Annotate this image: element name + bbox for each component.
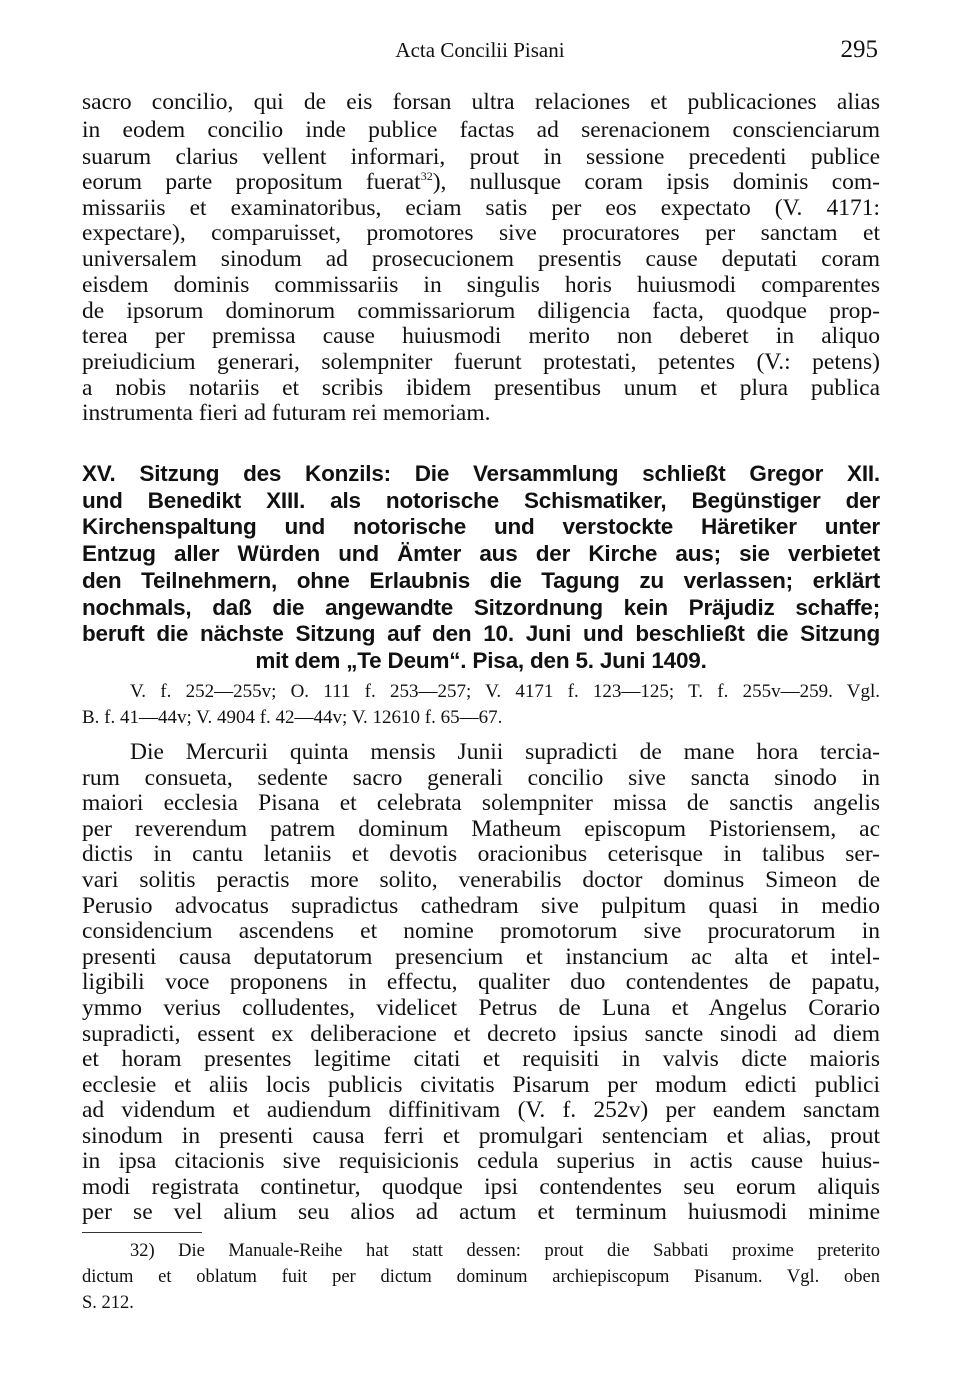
running-head (82, 38, 878, 68)
text-line: missariis et examinatoribus, eciam satis per eos expectato (V. 4171: (82, 195, 880, 221)
text-line: terea per premissa cause huiusmodi merito non deberet in aliquo (82, 323, 880, 349)
text-line-with-footnote-ref (82, 168, 880, 196)
text-line: ligibili voce proponens in effectu, qualiter duo contendentes de papatu, (82, 969, 880, 995)
text-line: sacro concilio, qui de eis forsan ultra relaciones et publicaciones alias (82, 89, 880, 115)
section-heading-line: den Teilnehmern, ohne Erlaubnis die Tagung zu verlassen; erklärt (82, 568, 880, 593)
section-heading-line: und Benedikt XIII. als notorische Schismatiker, Begünstiger der (82, 488, 880, 513)
section-heading-line: Kirchenspaltung und notorische und verstockte Häretiker unter (82, 514, 880, 539)
text-line: supradicti, essent ex deliberacione et decreto ipsius sancte sinodi ad diem (82, 1021, 880, 1047)
text-segment: ), nullusque coram ipsis dominis com- (432, 169, 880, 195)
text-line: per reverendum patrem dominum Matheum episcopum Pistoriensem, ac (82, 816, 880, 842)
text-line: per se vel alium seu alios ad actum et terminum huiusmodi minime (82, 1199, 880, 1225)
section-heading-line: beruft die nächste Sitzung auf den 10. Juni und beschließt die Sitzung (82, 621, 880, 646)
section-heading-line: mit dem „Te Deum“. Pisa, den 5. Juni 1409. (255, 648, 707, 673)
text-line: dictis in cantu letaniis et devotis oracionibus ceterisque in talibus ser- (82, 841, 880, 867)
text-line: ecclesie et aliis locis publicis civitatis Pisarum per modum edicti publici (82, 1072, 880, 1098)
section-heading-line: Entzug aller Würden und Ämter aus der Kirche aus; sie verbietet (82, 541, 880, 566)
text-line: presenti causa deputatorum presencium et instancium ac alta et intel- (82, 944, 880, 970)
text-line: modi registrata continetur, quodque ipsi contendentes seu eorum aliquis (82, 1174, 880, 1200)
text-line: instrumenta fieri ad futuram rei memoriam. (82, 400, 491, 426)
text-line: preiudicium generari, solempniter fuerunt protestati, petentes (V.: petens) (82, 349, 880, 375)
text-line: sinodum in presenti causa ferri et promulgari sentenciam et alias, prout (82, 1123, 880, 1149)
footnote-line: dictum et oblatum fuit per dictum dominum archiepiscopum Pisanum. Vgl. oben (82, 1267, 880, 1287)
text-line: et horam presentes legitime citati et requisiti in valvis dicte maioris (82, 1046, 880, 1072)
text-line: expectare), comparuisset, promotores sive procuratores per sanctam et (82, 220, 880, 246)
footnote-divider (82, 1232, 202, 1233)
text-line: vari solitis peractis more solito, venerabilis doctor dominus Simeon de (82, 867, 880, 893)
page-number: 295 (840, 36, 878, 63)
section-heading-line: XV. Sitzung des Konzils: Die Versammlung schließt Gregor XII. (82, 461, 880, 486)
text-line: ymmo verius colludentes, videlicet Petrus de Luna et Angelus Corario (82, 995, 880, 1021)
text-line: de ipsorum dominorum commissariorum diligencia facta, quodque prop- (82, 298, 880, 324)
text-line: rum consueta, sedente sacro generali concilio sive sancta sinodo in (82, 765, 880, 791)
text-line: ad videndum et audiendum diffinitivam (V. f. 252v) per eandem sanctam (82, 1097, 880, 1123)
text-line: a nobis notariis et scribis ibidem presentibus unum et plura publica (82, 375, 880, 401)
text-line: considencium ascendens et nomine promotorum sive procuratorum in (82, 918, 880, 944)
text-line: maiori ecclesia Pisana et celebrata solempniter missa de sanctis angelis (82, 790, 880, 816)
sources-line: V. f. 252—255v; O. 111 f. 253—257; V. 4171 f. 123—125; T. f. 255v—259. Vgl. (130, 681, 880, 702)
text-line: Perusio advocatus supradictus cathedram sive pulpitum quasi in medio (82, 893, 880, 919)
text-line: universalem sinodum ad prosecucionem presentis cause deputati coram (82, 246, 880, 272)
section-heading-line: nochmals, daß die angewandte Sitzordnung kein Präjudiz schaffe; (82, 595, 880, 620)
footnote-line: 32) Die Manuale-Reihe hat statt dessen: prout die Sabbati proxime preterito (130, 1241, 880, 1261)
text-line: Die Mercurii quinta mensis Junii supradicti de mane hora tercia- (130, 739, 880, 765)
text-line: in eodem concilio inde publice factas ad serenacionem conscienciarum (82, 117, 880, 143)
text-line: suarum clarius vellent informari, prout in sessione precedenti publice (82, 144, 880, 170)
footnote-line: S. 212. (82, 1293, 134, 1313)
text-line: eisdem dominis commissariis in singulis horis huiusmodi comparentes (82, 272, 880, 298)
text-segment: eorum parte propositum fuerat (82, 169, 421, 195)
footnote-ref: 32 (420, 169, 433, 183)
sources-line: B. f. 41—44v; V. 4904 f. 42—44v; V. 12610 f. 65—67. (82, 707, 503, 728)
running-title: Acta Concilii Pisani (395, 38, 565, 62)
text-line: in ipsa citacionis sive requisicionis cedula superius in actis cause huius- (82, 1148, 880, 1174)
